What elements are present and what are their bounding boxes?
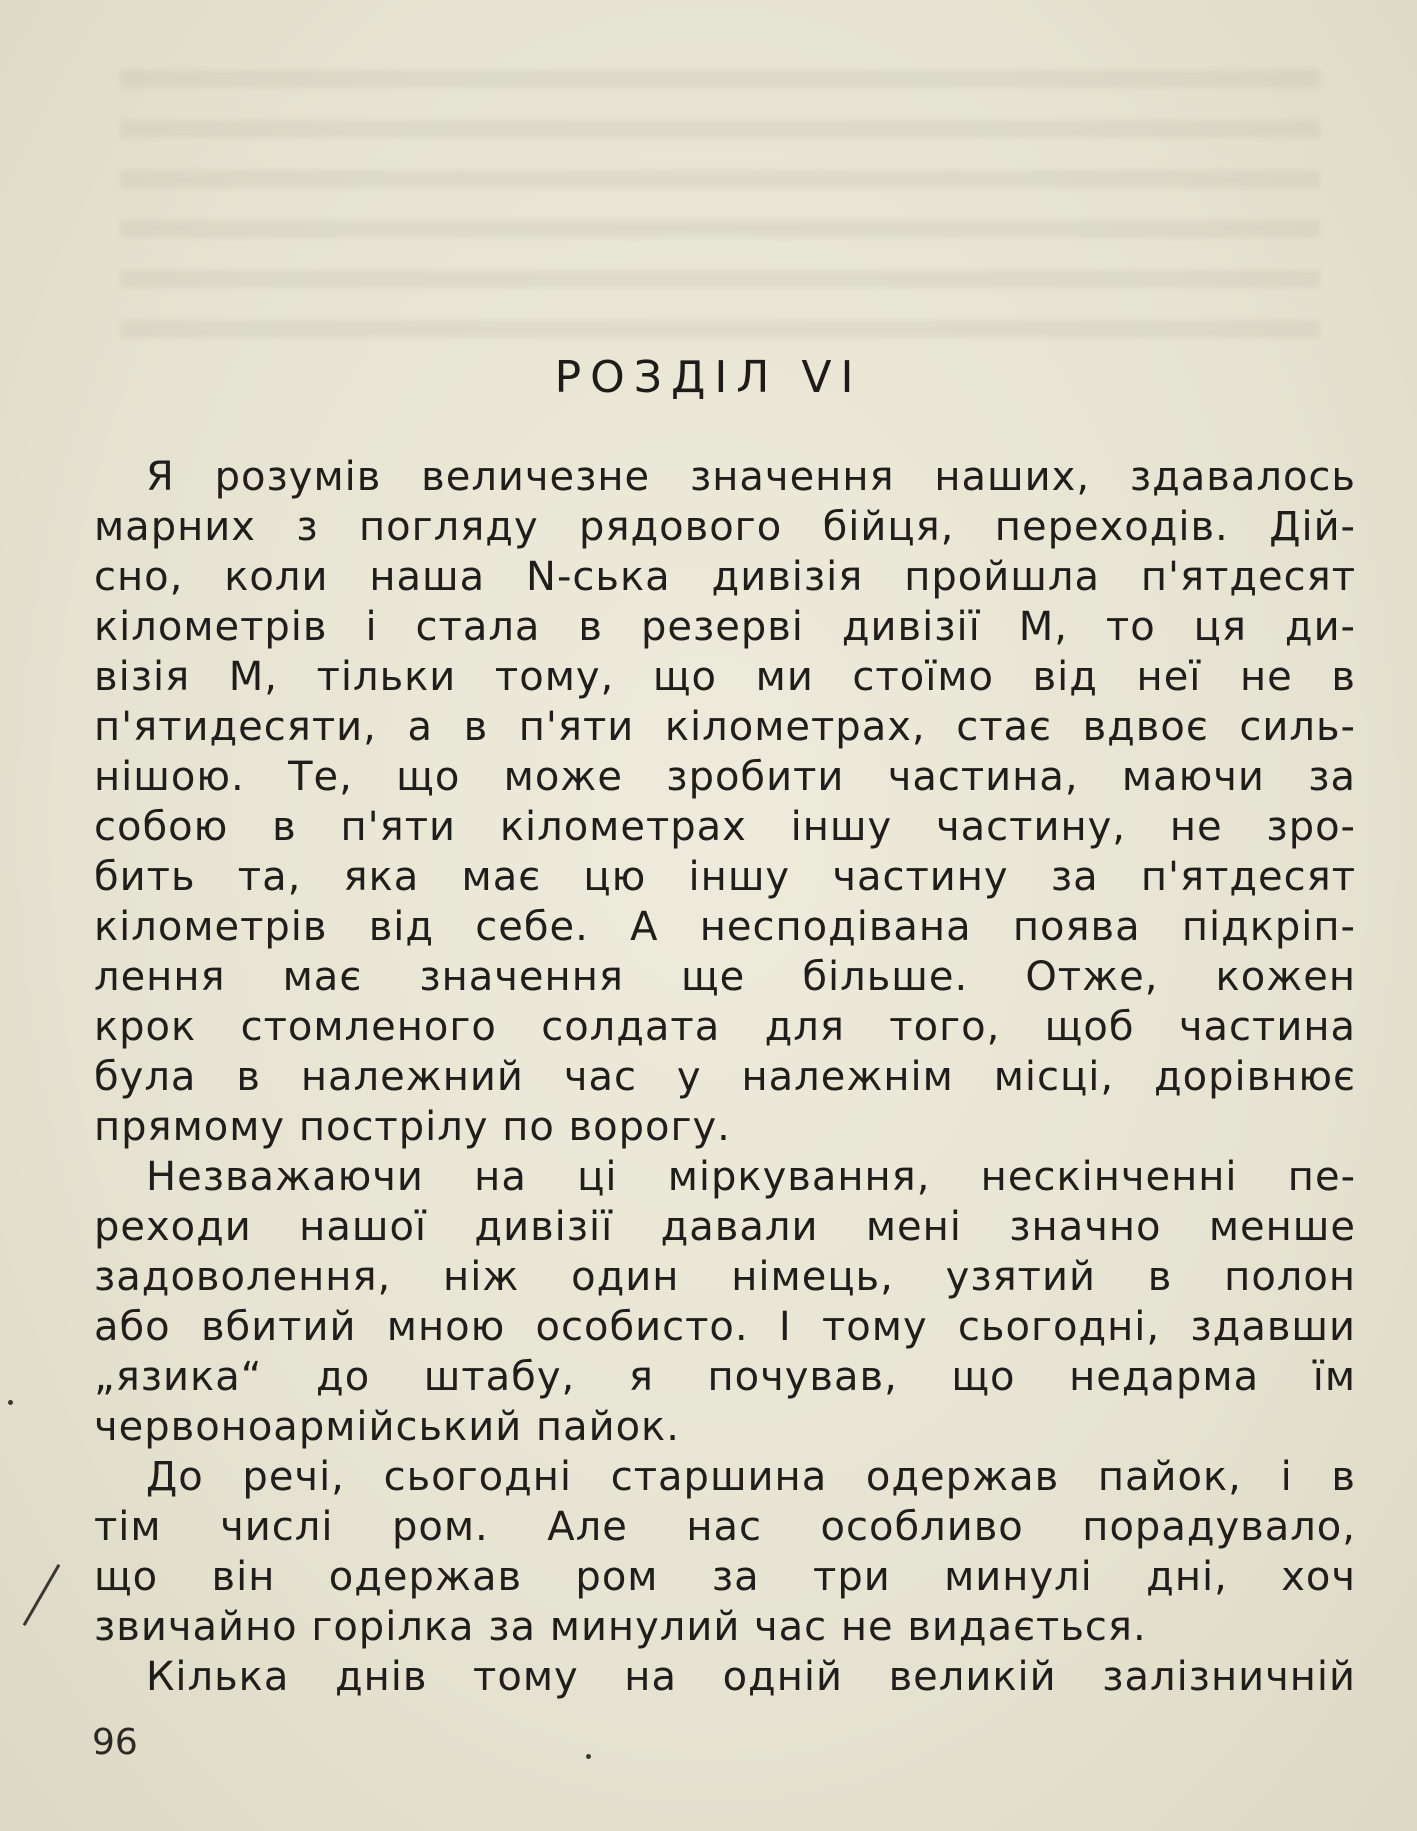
text-line: п'ятидесяти, а в п'яти кілометрах, стає вдвоє силь- — [94, 704, 1356, 750]
text-line: лення має значення ще більше. Отже, кожен — [94, 954, 1356, 1000]
text-line: прямому пострілу по ворогу. — [94, 1104, 731, 1150]
text-line: сно, коли наша N-ська дивізія пройшла п'ятдесят — [94, 554, 1356, 600]
ink-speck — [8, 1400, 13, 1405]
text-line: марних з погляду рядового бійця, переходів. Дій- — [94, 504, 1356, 550]
text-line: собою в п'яти кілометрах іншу частину, не зро- — [94, 804, 1356, 850]
text-line: реходи нашої дивізії давали мені значно менше — [94, 1204, 1356, 1250]
text-line: тім числі ром. Але нас особливо порадувало, — [94, 1504, 1356, 1550]
page-number: 96 — [92, 1722, 138, 1763]
text-line: задоволення, ніж один німець, узятий в полон — [94, 1254, 1356, 1300]
text-line: візія М, тільки тому, що ми стоїмо від неї не в — [94, 654, 1356, 700]
chapter-title: РОЗДІЛ VI — [554, 352, 863, 403]
pencil-mark — [23, 1564, 61, 1626]
ink-speck — [586, 1754, 591, 1759]
text-line: Я розумів величезне значення наших, здавалось — [146, 454, 1356, 500]
text-line: звичайно горілка за минулий час не видається. — [94, 1604, 1147, 1650]
text-line: крок стомленого солдата для того, щоб частина — [94, 1004, 1356, 1050]
text-line: Незважаючи на ці міркування, нескінченні пе- — [146, 1154, 1356, 1200]
show-through-shadow — [120, 70, 1320, 370]
text-line: червоноармійський пайок. — [94, 1404, 680, 1450]
text-line: або вбитий мною особисто. І тому сьогодні, здавши — [94, 1304, 1356, 1350]
text-line: До речі, сьогодні старшина одержав пайок, і в — [146, 1454, 1356, 1500]
body-text — [94, 452, 1356, 1702]
text-line: бить та, яка має цю іншу частину за п'ятдесят — [94, 854, 1356, 900]
text-line: „язика“ до штабу, я почував, що недарма їм — [94, 1354, 1356, 1400]
text-line: була в належний час у належнім місці, дорівнює — [94, 1054, 1356, 1100]
text-line: що він одержав ром за три минулі дні, хоч — [94, 1554, 1356, 1600]
text-line: кілометрів від себе. А несподівана поява підкріп- — [94, 904, 1356, 950]
text-line: кілометрів і стала в резерві дивізії М, то ця ди- — [94, 604, 1356, 650]
text-line: Кілька днів тому на одній великій залізничній — [146, 1654, 1356, 1700]
text-line: нішою. Те, що може зробити частина, маючи за — [94, 754, 1356, 800]
